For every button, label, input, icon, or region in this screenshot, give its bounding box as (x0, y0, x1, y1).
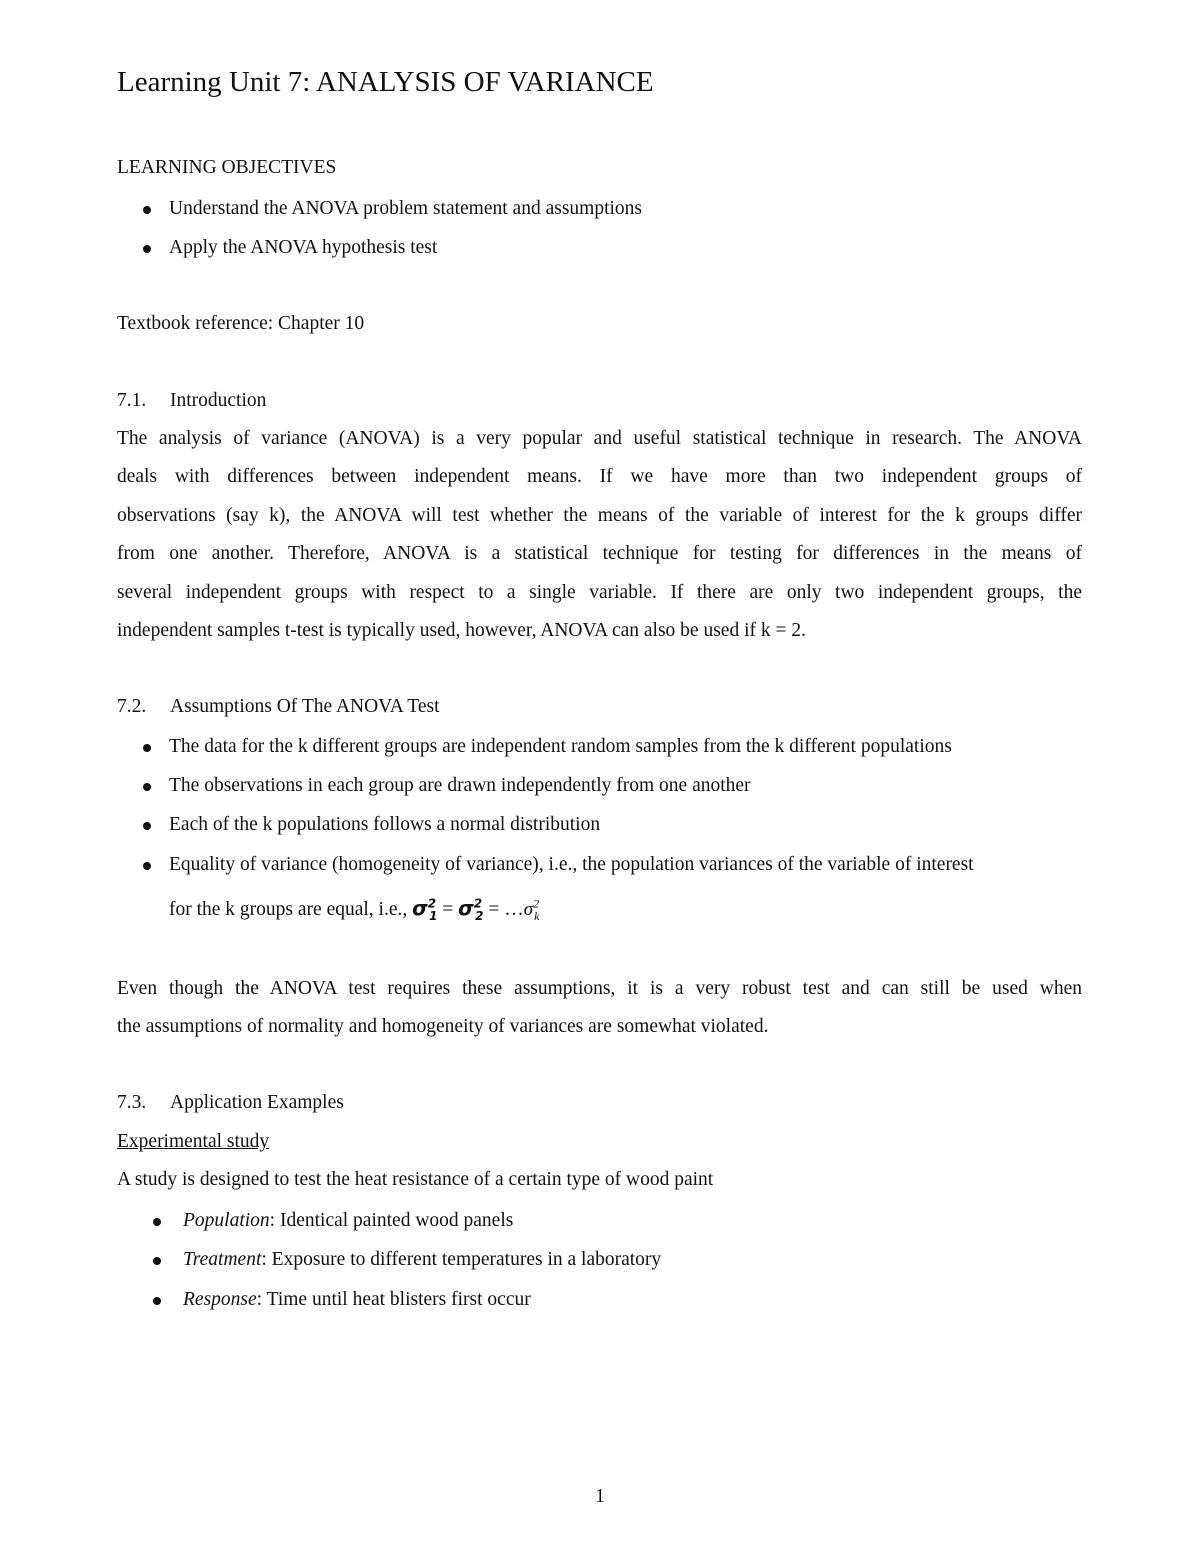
example-text: : Exposure to different temperatures in a laboratory (261, 1249, 662, 1270)
section-number: 7.3. (117, 1092, 147, 1113)
example-text: : Time until heat blisters first occur (256, 1289, 531, 1310)
paragraph-line: from one another. Therefore, ANOVA is a statistical technique for testing for differences in the means of (117, 543, 1082, 565)
objective-text: Understand the ANOVA problem statement and assumptions (169, 198, 642, 219)
list-item (183, 1249, 661, 1271)
list-item (169, 814, 600, 836)
bullet-icon (143, 862, 151, 870)
list-item (169, 198, 642, 220)
study-intro: A study is designed to test the heat resistance of a certain type of wood paint (117, 1169, 714, 1190)
bullet-icon (153, 1257, 161, 1265)
bullet-icon (143, 245, 151, 253)
paragraph-line: Even though the ANOVA test requires these assumptions, it is a very robust test and can still be used when (117, 978, 1082, 999)
assumption-text: The observations in each group are drawn independently from one another (169, 775, 751, 796)
section-number: 7.1. (117, 390, 147, 411)
page-number: 1 (595, 1486, 605, 1507)
assumption-text: for the k groups are equal, i.e., (169, 899, 408, 920)
bullet-icon (153, 1297, 161, 1305)
list-item (169, 775, 751, 797)
assumption-text: Each of the k populations follows a normal distribution (169, 814, 601, 835)
bullet-icon (153, 1218, 161, 1226)
paragraph-line: The analysis of variance (ANOVA) is a very popular and useful statistical technique in research. The ANOVA (117, 428, 1082, 449)
section-title: Application Examples (170, 1092, 344, 1113)
paragraph-line: several independent groups with respect to a single variable. If there are only two independent groups, the (117, 581, 1082, 603)
assumption-text: Equality of variance (homogeneity of variance), i.e., the population variances of the variable of interest (169, 854, 974, 875)
paragraph-line: the assumptions of normality and homogeneity of variances are somewhat violated. (117, 1016, 769, 1038)
list-item (169, 237, 437, 259)
bullet-icon (143, 744, 151, 752)
example-label: Population (183, 1210, 270, 1231)
textbook-reference: Textbook reference: Chapter 10 (117, 313, 365, 334)
subheading-experimental-study: Experimental study (117, 1131, 270, 1152)
page-title: Learning Unit 7: ANALYSIS OF VARIANCE (117, 66, 654, 98)
robustness-paragraph (117, 970, 1082, 1047)
objective-text: Apply the ANOVA hypothesis test (169, 237, 438, 258)
variance-equality-formula: $\sigma^2_1 = \sigma^2_2$ = $\dots\sigma^2_k$ (412, 896, 540, 923)
list-item (183, 1289, 531, 1311)
section-title: Assumptions Of The ANOVA Test (170, 696, 440, 717)
list-item (169, 736, 952, 758)
bullet-icon (143, 783, 151, 791)
section-heading-examples (117, 1092, 344, 1114)
section-heading-assumptions (117, 696, 440, 718)
list-item (169, 854, 974, 876)
bullet-icon (143, 822, 151, 830)
objectives-heading: LEARNING OBJECTIVES (117, 157, 337, 178)
introduction-paragraph (117, 420, 1082, 650)
paragraph-line: independent samples t-test is typically used, however, ANOVA can also be used if k = 2. (117, 619, 806, 641)
section-heading-introduction (117, 390, 266, 412)
assumption-text: The data for the k different groups are independent random samples from the k different populations (169, 736, 952, 757)
bullet-icon (143, 206, 151, 214)
paragraph-line: deals with differences between independent means. If we have more than two independent groups of (117, 466, 1082, 488)
section-title: Introduction (170, 390, 267, 411)
paragraph-line: observations (say k), the ANOVA will test whether the means of the variable of interest for the k groups differ (117, 504, 1082, 526)
example-text: : Identical painted wood panels (269, 1210, 514, 1231)
example-label: Response (183, 1289, 257, 1310)
section-number: 7.2. (117, 696, 147, 717)
example-label: Treatment (183, 1249, 262, 1270)
list-item-continuation (169, 896, 539, 924)
list-item (183, 1210, 513, 1232)
